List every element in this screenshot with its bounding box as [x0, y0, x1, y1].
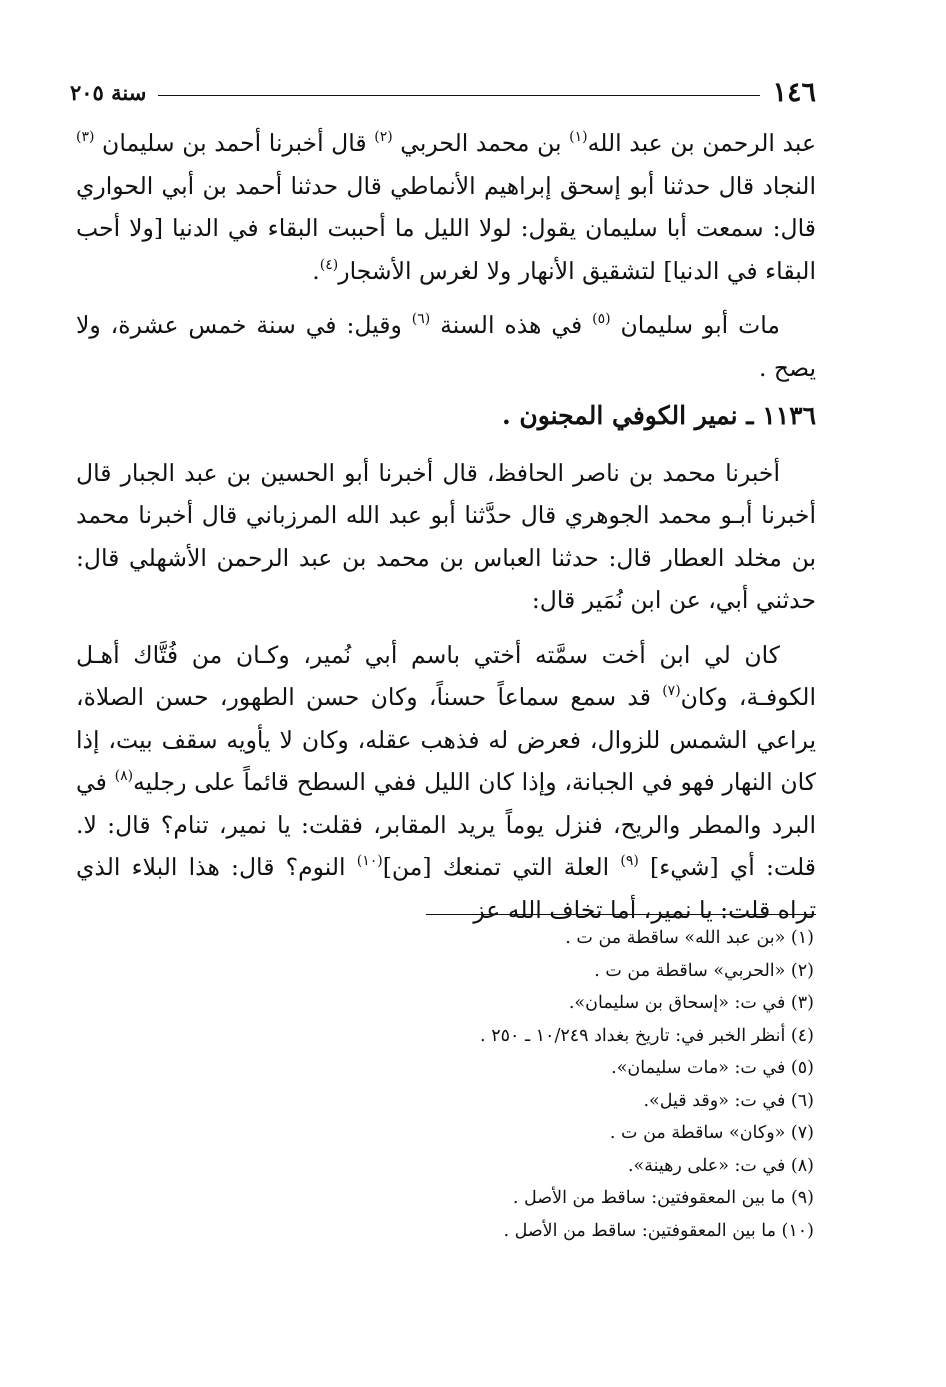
footnote: (٧) «وكان» ساقطة من ت . [609, 1123, 814, 1143]
footnote-marker: (١) [569, 129, 588, 145]
text-run: . [312, 256, 320, 285]
footnote: (٩) ما بين المعقوفتين: ساقط من الأصل . [512, 1188, 814, 1208]
entry-heading: ١١٣٦ ـ نمير الكوفي المجنون . [501, 401, 816, 430]
footnote: (٥) في ت: «مات سليمان». [611, 1058, 814, 1078]
footnote-separator [426, 914, 816, 915]
text-run: قال أخبرنا أحمد بن سليمان [94, 129, 375, 157]
text-run: كان لي ابن أخت سمَّته أختي باسم أبي نُمير، وكـان من فُتَّاك أهـل الكوفـة، وكان [76, 640, 816, 711]
paragraph [76, 304, 816, 389]
footnote-marker: (١٠) [356, 853, 383, 869]
footnote-marker: (٤) [319, 256, 339, 273]
footnote: (٣) في ت: «إسحاق بن سليمان». [568, 993, 814, 1013]
text-run: النجاد قال حدثنا أبو إسحق إبراهيم الأنماطي قال حدثنا أحمد بن أبي الحواري قال: سمعت أبا سليمان يقول: لولا الليل ما أحببت البقاء في الدنيا [ولا أحب البقاء في الدنيا] لتشقيق الأنهار ولا لغرس الأشجار [76, 171, 816, 285]
footnote-marker: (٩) [620, 853, 639, 869]
text-run: مات أبو سليمان [610, 311, 780, 339]
footnotes [130, 922, 814, 1247]
footnote: (٦) في ت: «وقد قيل». [643, 1090, 814, 1111]
paragraph [76, 452, 816, 622]
main-text [76, 122, 816, 931]
text-run: في هذه السنة [430, 311, 593, 339]
paragraph [76, 122, 816, 292]
footnote: (١٠) ما بين المعقوفتين: ساقط من الأصل . [503, 1220, 814, 1241]
footnote: (٢) «الحربي» ساقطة من ت . [594, 960, 814, 981]
text-run: قد سمع سماعاً حسناً، وكان حسن الطهور، حسن الصلاة، يراعي الشمس للزوال، فعرض له فذهب عقله، وكان لا يأويه سقف بيت، إذا كان النهار فهو في الجبانة، وإذا كان الليل ففي السطح قائماً على رجليه [76, 683, 816, 796]
text-run: النوم؟ قال: هذا البلاء الذي تراه قلت: يا نمير، أما تخاف الله عز [76, 853, 816, 924]
text-run: في البرد والمطر والريح، فنزل يوماً يريد المقابر، فقلت: يا نمير، تنام؟ قال: لا. قلت: أي [شيء] [76, 768, 816, 881]
text-run: العلة التي تمنعك [من] [382, 853, 621, 881]
page-number: ١٤٦ [772, 76, 816, 108]
footnote-marker: (٥) [592, 311, 611, 327]
footnote-marker: (٦) [411, 311, 431, 327]
text-run: عبد الرحمن بن عبد الله [587, 129, 816, 157]
footnote: (٤) أنظر الخبر في: تاريخ بغداد ١٠/٢٤٩ ـ ٢٥٠ . [480, 1025, 814, 1046]
text-run: بن محمد الحربي [392, 129, 570, 157]
footnote-marker: (٨) [114, 768, 134, 784]
text-run: أخبرنا محمد بن ناصر الحافظ، قال أخبرنا أبو الحسين بن عبد الجبار قال أخبرنا أبـو محمد الجوهري قال حدَّثنا أبو عبد الله المرزباني قال أخبرنا محمد بن مخلد العطار قال: حدثنا العباس بن محمد بن عبد الرحمن الأشهلي قال: حدثني أبي، عن ابن نُمَير قال: [76, 458, 816, 614]
footnote-marker: (٧) [662, 683, 681, 699]
year-label: سنة ٢٠٥ [70, 79, 147, 105]
footnote-marker: (٢) [374, 129, 393, 145]
footnote: (١) «بن عبد الله» ساقطة من ت . [565, 928, 814, 948]
text-run: وقيل: في سنة خمس عشرة، ولا يصح . [76, 311, 816, 382]
footnote-marker: (٣) [76, 129, 95, 145]
header-rule [158, 95, 760, 96]
footnote: (٨) في ت: «على رهينة». [627, 1155, 814, 1176]
paragraph [76, 634, 816, 932]
running-header [70, 72, 816, 112]
